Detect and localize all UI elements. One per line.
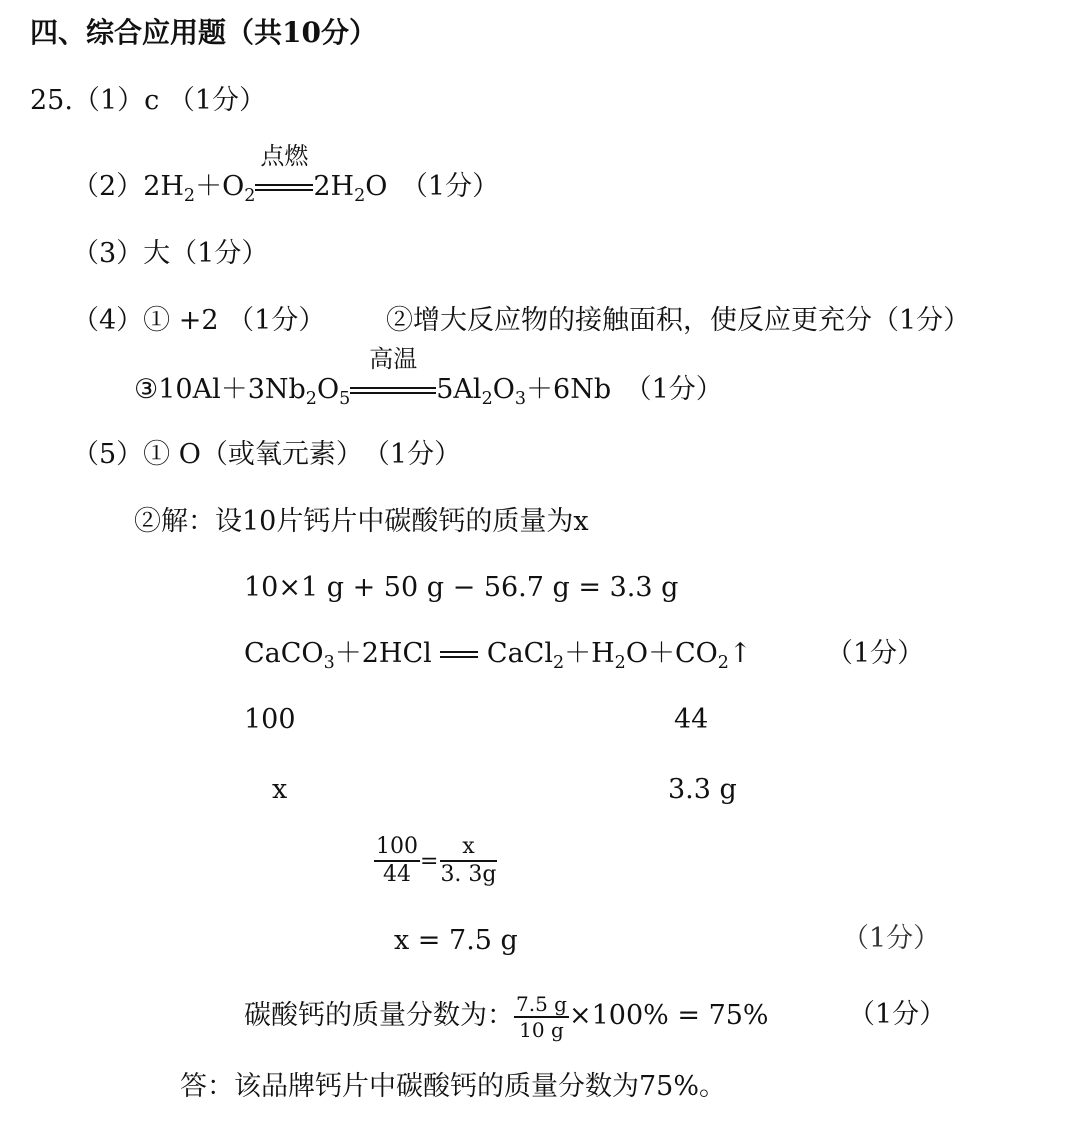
q25-part4-s3-products: $5Al_2O_3+6Nb$ <box>436 374 612 410</box>
q25-part4-s3 <box>134 345 723 410</box>
q25-part2-products: $2H_2O$ <box>313 171 388 207</box>
fraction-right-num: x <box>440 834 496 862</box>
ratio-44: 44 <box>674 704 709 735</box>
section-title: 四、综合应用题（共10分） <box>30 16 377 49</box>
equals-sign: = <box>420 849 439 874</box>
mass-fraction-num: 7.5 g <box>516 991 567 1016</box>
ratio-x: x <box>272 774 288 805</box>
q25-part5-s1: （5）① O（或氧元素） （1分） <box>72 439 462 470</box>
mass-fraction <box>514 992 569 1042</box>
reaction-equation-score: （1分） <box>826 638 925 669</box>
condition-text: 点燃 <box>260 142 309 170</box>
proportion-equation <box>374 830 499 892</box>
fraction-left-den: 44 <box>383 861 411 887</box>
q25-part2-reactants: $2H_2+O_2$ <box>143 171 256 207</box>
fraction-right-den: 3. 3g <box>440 861 497 887</box>
mass-fraction-label: 碳酸钙的质量分数为： <box>244 1000 514 1031</box>
mass-fraction-tail: ×100% = 75% <box>568 1000 769 1031</box>
mass-fraction-den: 10 g <box>519 1017 564 1042</box>
fraction-left <box>374 834 420 888</box>
mass-fraction-line <box>244 986 769 1046</box>
equal-bars <box>350 387 436 394</box>
equal-bars <box>440 651 478 658</box>
ratio-100: 100 <box>244 704 296 735</box>
condition-text: 高温 <box>369 345 418 373</box>
q25-part2 <box>72 142 500 207</box>
ratio-3-3g: 3.3 g <box>668 774 737 805</box>
equal-bars <box>255 184 313 191</box>
fraction-left-num: 100 <box>374 834 420 862</box>
reaction-condition-high-temp <box>350 345 436 407</box>
mass-loss-equation: 10×1 g + 50 g − 56.7 g = 3.3 g <box>244 572 679 603</box>
final-answer: 答：该品牌钙片中碳酸钙的质量分数为75%。 <box>180 1071 727 1102</box>
q25-part2-score: （1分） <box>414 171 500 202</box>
q25-part4-s3-prefix: ③ <box>134 374 159 405</box>
q25-part1: 25.（1）c （1分） <box>30 85 266 116</box>
q25-part4-s1: （4）① +2 （1分） <box>72 305 326 336</box>
q25-part4-s3-reactants: $10Al+3Nb_2O_5$ <box>158 374 351 410</box>
q25-part4-s2: ②增大反应物的接触面积，使反应更充分（1分） <box>386 305 971 336</box>
mass-fraction-score: （1分） <box>848 999 947 1030</box>
result-score: （1分） <box>842 923 941 954</box>
fraction-right <box>438 834 498 888</box>
q25-part4-s3-score: （1分） <box>638 374 723 405</box>
reaction-equation: CaCO$_3$＋2HCl $CaCl_2+H_2O+CO_2↑$ <box>244 638 752 674</box>
q25-part3: （3）大（1分） <box>72 238 269 269</box>
q25-part2-prefix: （2） <box>72 171 144 202</box>
reaction-condition-ignite <box>255 142 313 204</box>
result-equation: x = 7.5 g <box>394 925 518 956</box>
q25-part5-s2: ②解：设10片钙片中碳酸钙的质量为x <box>134 506 589 537</box>
